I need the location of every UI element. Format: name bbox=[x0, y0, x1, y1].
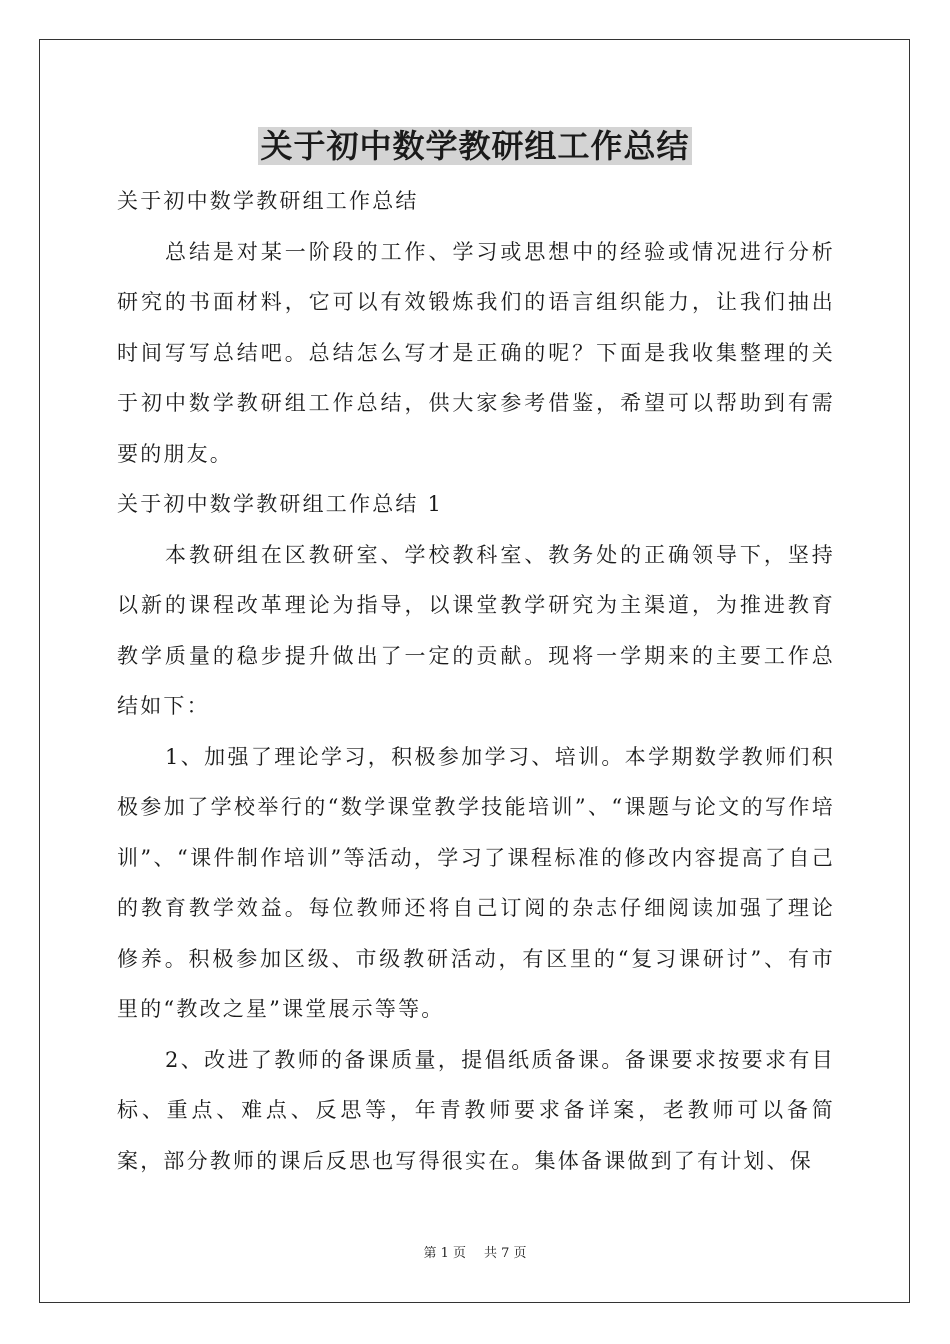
paragraph-section-heading: 关于初中数学教研组工作总结 1 bbox=[117, 492, 444, 516]
paragraph-intro: 总结是对某一阶段的工作、学习或思想中的经验或情况进行分析研究的书面材料，它可以有效锻炼我们的语言组织能力，让我们抽出时间写写总结吧。总结怎么写才是正确的呢？下面是我收集整理的关于初中数学教研组工作总结，供大家参考借鉴，希望可以帮助到有需要的朋友。 bbox=[117, 239, 835, 466]
document-title bbox=[0, 124, 950, 168]
paragraph-item-1: 1、加强了理论学习，积极参加学习、培训。本学期数学教师们积极参加了学校举行的“数学课堂教学技能培训”、“课题与论文的写作培训”、“课件制作培训”等活动，学习了课程标准的修改内容提高了自己的教育教学效益。每位教师还将自己订阅的杂志仔细阅读加强了理论修养。积极参加区级、市级教研活动，有区里的“复习课研讨”、有市里的“教改之星”课堂展示等等。 bbox=[117, 744, 835, 1021]
page-footer bbox=[0, 1245, 950, 1263]
paragraph-item-2: 2、改进了教师的备课质量，提倡纸质备课。备课要求按要求有目标、重点、难点、反思等，年青教师要求备详案，老教师可以备简案，部分教师的课后反思也写得很实在。集体备课做到了有计划、保 bbox=[117, 1047, 835, 1173]
page-number: 第 1 页 bbox=[423, 1246, 466, 1261]
document-body bbox=[117, 176, 835, 1186]
paragraph-overview: 本教研组在区教研室、学校教科室、教务处的正确领导下，坚持以新的课程改革理论为指导，以课堂教学研究为主渠道，为推进教育教学质量的稳步提升做出了一定的贡献。现将一学期来的主要工作总结如下： bbox=[117, 542, 835, 718]
paragraph-subtitle: 关于初中数学教研组工作总结 bbox=[117, 189, 419, 213]
page-total: 共 7 页 bbox=[484, 1246, 527, 1261]
document-title-text: 关于初中数学教研组工作总结 bbox=[260, 127, 690, 165]
